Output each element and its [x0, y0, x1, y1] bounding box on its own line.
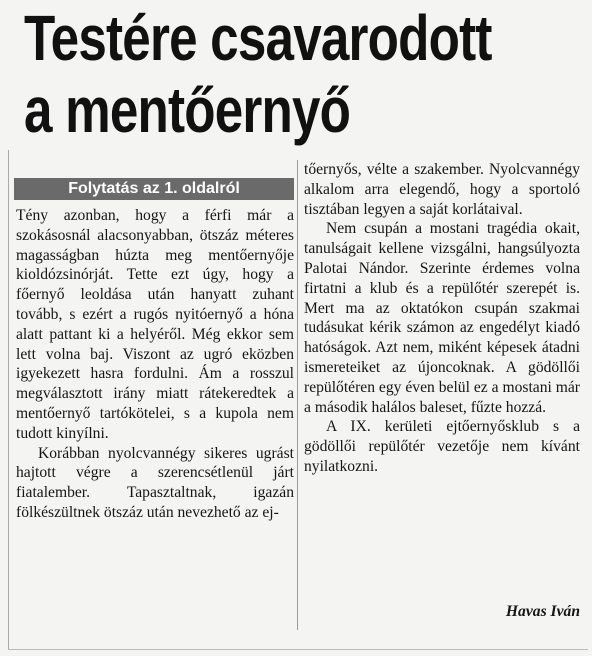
paragraph: Korábban nyolcvannégy sikeres ugrást hajtott végre a szerencsétlenül járt fiatalember. Tapasztaltnak, igazán fölkészültnek ötszáz után nevezhető az ej- [16, 444, 294, 521]
paragraph: A IX. kerületi ejtőernyősklub s a gödöllői repülőtér vezetője nem kívánt nyilatkozni. [304, 418, 580, 475]
clipping-edge-left [8, 150, 9, 650]
headline-line-2: a mentőernyő [24, 74, 351, 146]
clipping-edge-bottom [8, 649, 588, 650]
article-column-1 [16, 206, 294, 523]
paragraph: Tény azonban, hogy a férfi már a szokásosnál alacsonyabban, ötszáz méteres magasságban húzta meg mentőernyője kioldózsinórját. Tette ezt úgy, hogy a főernyő leoldása után hanyatt zuhant tovább, s ezért a rugós nyitóernyő a hóna alatt pattant ki a helyéről. Még ekkor sem lett volna baj. Viszont az ugró eközben igyekezett hasra fordulni. Ám a rosszul megválasztott irány miatt rátekeredtek a mentőernyő tartókötelei, s a kupola nem tudott kinyílni. [16, 207, 294, 442]
article-column-2 [304, 160, 580, 477]
paragraph: tőernyős, vélte a szakember. Nyolcvannégy alkalom arra elegendő, hogy a sportoló tisztában legyen a saját korlátaival. [304, 161, 580, 218]
author-signature: Havas Iván [505, 603, 580, 620]
headline-line-1: Testére csavarodott [24, 2, 492, 74]
continuation-kicker: Folytatás az 1. oldalról [14, 178, 294, 200]
column-divider [297, 160, 298, 630]
paragraph: Nem csupán a mostani tragédia okait, tanulságait kellene vizsgálni, hangsúlyozta Palotai Nándor. Szerinte érdemes volna firtatni a klub és a repülőtér szerepét is. Mert ma az oktatókon csupán szakmai tudásukat kérik számon az engedélyt kiadó hatóságok. Azt nem, miként képesek átadni ismereteiket az újoncoknak. A gödöllői repülőtéren egy éven belül ez a mostani már a második halálos baleset, fűzte hozzá. [304, 220, 580, 416]
